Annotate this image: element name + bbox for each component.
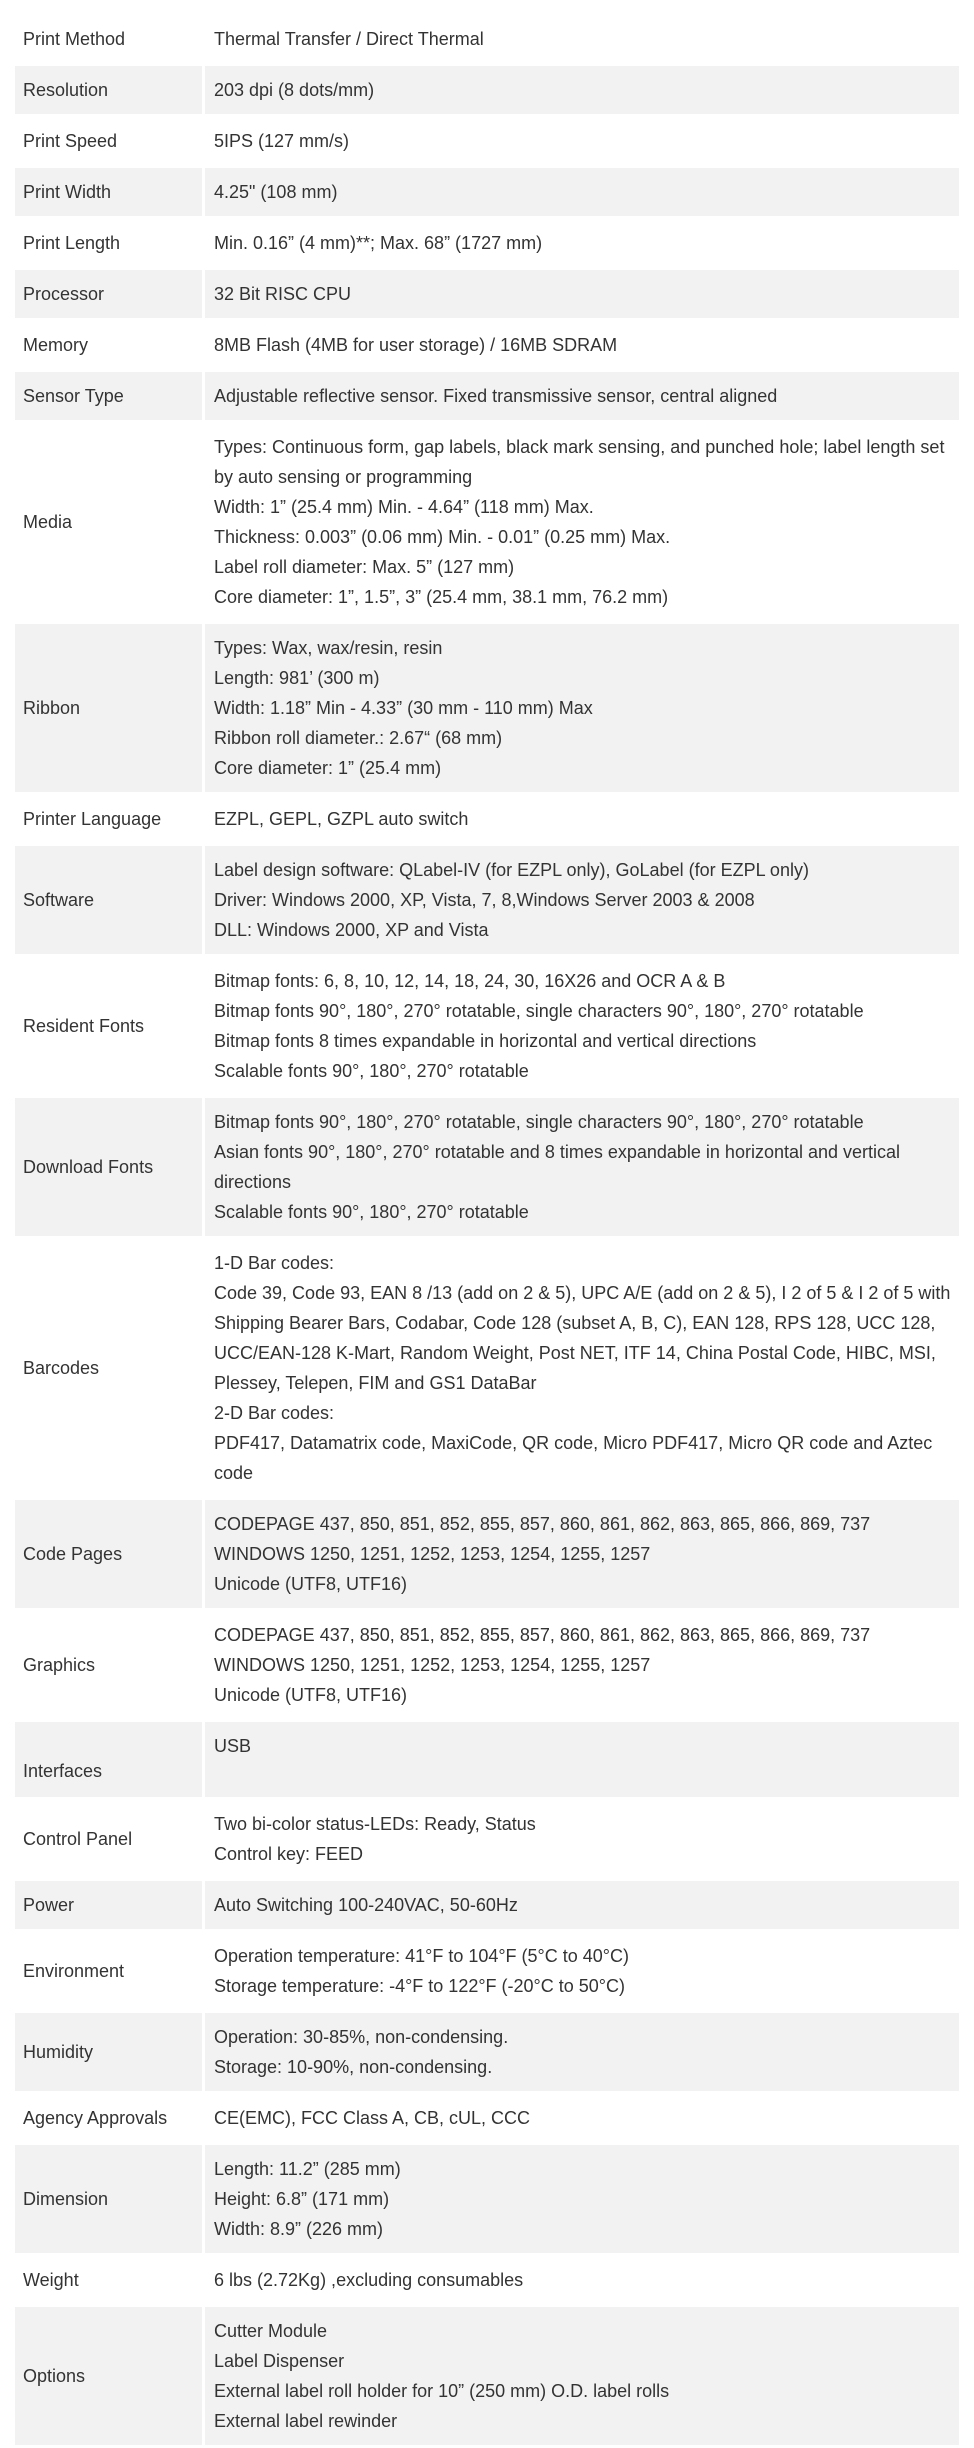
spec-label: Print Method bbox=[15, 15, 205, 63]
spec-row-resolution bbox=[15, 66, 959, 114]
spec-row-software bbox=[15, 846, 959, 954]
spec-label: Resolution bbox=[15, 66, 205, 114]
spec-value-line: Storage temperature: -4°F to 122°F (-20°C to 50°C) bbox=[214, 1976, 625, 1996]
spec-row-weight bbox=[15, 2256, 959, 2304]
spec-value bbox=[205, 846, 959, 954]
spec-value-line: Cutter Module bbox=[214, 2321, 328, 2341]
spec-row-print-method bbox=[15, 15, 959, 63]
spec-value bbox=[205, 795, 959, 843]
spec-value-line: Scalable fonts 90°, 180°, 270° rotatable bbox=[214, 1061, 529, 1081]
spec-value bbox=[205, 270, 959, 318]
spec-value-line: Height: 6.8” (171 mm) bbox=[214, 2189, 390, 2209]
spec-value-line: Code 39, Code 93, EAN 8 /13 (add on 2 & 5), UPC A/E (add on 2 & 5), I 2 of 5 & I 2 of 5 with Shipping Bearer Bars, Codabar, Code 128 (subset A, B, C), EAN 128, RPS 128, UCC 128, UCC/EAN-128 K-Mart, Random Weight, Post NET, ITF 14, China Postal Code, HIBC, MSI, Plessey, Telepen, FIM and GS1 DataBar bbox=[214, 1283, 951, 1393]
spec-label: Download Fonts bbox=[15, 1098, 205, 1236]
spec-value-line: Bitmap fonts 8 times expandable in horizontal and vertical directions bbox=[214, 1031, 757, 1051]
spec-value bbox=[205, 2307, 959, 2445]
spec-label: Barcodes bbox=[15, 1239, 205, 1497]
spec-label: Power bbox=[15, 1881, 205, 1929]
spec-label: Interfaces bbox=[15, 1722, 205, 1797]
spec-label: Resident Fonts bbox=[15, 957, 205, 1095]
spec-value-line: Scalable fonts 90°, 180°, 270° rotatable bbox=[214, 1202, 529, 1222]
spec-value bbox=[205, 1500, 959, 1608]
spec-value bbox=[205, 66, 959, 114]
spec-value-line: CODEPAGE 437, 850, 851, 852, 855, 857, 860, 861, 862, 863, 865, 866, 869, 737 bbox=[214, 1625, 871, 1645]
spec-value-line: Auto Switching 100-240VAC, 50-60Hz bbox=[214, 1895, 518, 1915]
spec-label: Code Pages bbox=[15, 1500, 205, 1608]
spec-row-agency-approvals bbox=[15, 2094, 959, 2142]
spec-value bbox=[205, 15, 959, 63]
spec-value bbox=[205, 423, 959, 621]
spec-value bbox=[205, 2256, 959, 2304]
spec-row-download-fonts bbox=[15, 1098, 959, 1236]
spec-row-graphics bbox=[15, 1611, 959, 1719]
spec-label: Memory bbox=[15, 321, 205, 369]
spec-row-print-speed bbox=[15, 117, 959, 165]
spec-label: Sensor Type bbox=[15, 372, 205, 420]
spec-value bbox=[205, 372, 959, 420]
spec-label: Graphics bbox=[15, 1611, 205, 1719]
spec-value-line: 32 Bit RISC CPU bbox=[214, 284, 352, 304]
spec-value-line: Width: 1” (25.4 mm) Min. - 4.64” (118 mm) Max. bbox=[214, 497, 594, 517]
spec-value bbox=[205, 1800, 959, 1878]
spec-label: Print Speed bbox=[15, 117, 205, 165]
spec-value-line: Label Dispenser bbox=[214, 2351, 345, 2371]
spec-label: Ribbon bbox=[15, 624, 205, 792]
spec-label: Dimension bbox=[15, 2145, 205, 2253]
spec-value-line: External label rewinder bbox=[214, 2411, 398, 2431]
spec-value bbox=[205, 2145, 959, 2253]
spec-value-line: CE(EMC), FCC Class A, CB, cUL, CCC bbox=[214, 2108, 531, 2128]
spec-table bbox=[15, 12, 959, 2448]
spec-value-line: Core diameter: 1”, 1.5”, 3” (25.4 mm, 38.1 mm, 76.2 mm) bbox=[214, 587, 669, 607]
spec-row-interfaces bbox=[15, 1722, 959, 1797]
spec-value bbox=[205, 624, 959, 792]
spec-label: Agency Approvals bbox=[15, 2094, 205, 2142]
spec-value-line: PDF417, Datamatrix code, MaxiCode, QR code, Micro PDF417, Micro QR code and Aztec code bbox=[214, 1433, 933, 1483]
spec-row-dimension bbox=[15, 2145, 959, 2253]
spec-value-line: Thickness: 0.003” (0.06 mm) Min. - 0.01” (0.25 mm) Max. bbox=[214, 527, 671, 547]
spec-value-line: WINDOWS 1250, 1251, 1252, 1253, 1254, 1255, 1257 bbox=[214, 1544, 651, 1564]
spec-row-code-pages bbox=[15, 1500, 959, 1608]
spec-value-line: 1-D Bar codes: bbox=[214, 1253, 335, 1273]
spec-value bbox=[205, 2013, 959, 2091]
spec-value bbox=[205, 2094, 959, 2142]
spec-row-resident-fonts bbox=[15, 957, 959, 1095]
spec-row-printer-language bbox=[15, 795, 959, 843]
spec-label: Printer Language bbox=[15, 795, 205, 843]
spec-value-line: Types: Wax, wax/resin, resin bbox=[214, 638, 443, 658]
spec-value-line: Width: 1.18” Min - 4.33” (30 mm - 110 mm) Max bbox=[214, 698, 593, 718]
spec-row-environment bbox=[15, 1932, 959, 2010]
spec-value bbox=[205, 1098, 959, 1236]
spec-value-line: 5IPS (127 mm/s) bbox=[214, 131, 350, 151]
spec-value-line: External label roll holder for 10” (250 mm) O.D. label rolls bbox=[214, 2381, 670, 2401]
spec-value bbox=[205, 1722, 959, 1797]
spec-value bbox=[205, 1239, 959, 1497]
spec-value-line: EZPL, GEPL, GZPL auto switch bbox=[214, 809, 469, 829]
spec-value-line: Control key: FEED bbox=[214, 1844, 364, 1864]
spec-row-processor bbox=[15, 270, 959, 318]
spec-value-line: Types: Continuous form, gap labels, black mark sensing, and punched hole; label length set by auto sensing or programming bbox=[214, 437, 945, 487]
spec-row-power bbox=[15, 1881, 959, 1929]
spec-value-line: Unicode (UTF8, UTF16) bbox=[214, 1574, 408, 1594]
spec-row-memory bbox=[15, 321, 959, 369]
spec-value bbox=[205, 117, 959, 165]
spec-label: Options bbox=[15, 2307, 205, 2445]
spec-row-barcodes bbox=[15, 1239, 959, 1497]
spec-value-line: Length: 11.2” (285 mm) bbox=[214, 2159, 401, 2179]
spec-value-line: WINDOWS 1250, 1251, 1252, 1253, 1254, 1255, 1257 bbox=[214, 1655, 651, 1675]
spec-row-ribbon bbox=[15, 624, 959, 792]
spec-value-line: Bitmap fonts 90°, 180°, 270° rotatable, single characters 90°, 180°, 270° rotatable bbox=[214, 1001, 864, 1021]
spec-value-line: Two bi-color status-LEDs: Ready, Status bbox=[214, 1814, 536, 1834]
spec-value bbox=[205, 1611, 959, 1719]
spec-value-line: Min. 0.16” (4 mm)**; Max. 68” (1727 mm) bbox=[214, 233, 543, 253]
spec-value-line: CODEPAGE 437, 850, 851, 852, 855, 857, 860, 861, 862, 863, 865, 866, 869, 737 bbox=[214, 1514, 871, 1534]
spec-value-line: Operation temperature: 41°F to 104°F (5°C to 40°C) bbox=[214, 1946, 629, 1966]
spec-value-line: Unicode (UTF8, UTF16) bbox=[214, 1685, 408, 1705]
spec-value-line: Ribbon roll diameter.: 2.67“ (68 mm) bbox=[214, 728, 503, 748]
spec-label: Print Width bbox=[15, 168, 205, 216]
spec-value-line: 4.25" (108 mm) bbox=[214, 182, 338, 202]
spec-table-body bbox=[15, 15, 959, 2445]
spec-label: Control Panel bbox=[15, 1800, 205, 1878]
spec-row-media bbox=[15, 423, 959, 621]
spec-value-line: 203 dpi (8 dots/mm) bbox=[214, 80, 375, 100]
spec-row-print-length bbox=[15, 219, 959, 267]
spec-value-line: 6 lbs (2.72Kg) ,excluding consumables bbox=[214, 2270, 524, 2290]
spec-value bbox=[205, 321, 959, 369]
spec-row-humidity bbox=[15, 2013, 959, 2091]
spec-label: Environment bbox=[15, 1932, 205, 2010]
spec-label: Software bbox=[15, 846, 205, 954]
spec-value-line: 8MB Flash (4MB for user storage) / 16MB SDRAM bbox=[214, 335, 618, 355]
spec-value-line: Driver: Windows 2000, XP, Vista, 7, 8,Windows Server 2003 & 2008 bbox=[214, 890, 755, 910]
spec-value-line: Adjustable reflective sensor. Fixed transmissive sensor, central aligned bbox=[214, 386, 778, 406]
spec-value-line: Bitmap fonts 90°, 180°, 270° rotatable, single characters 90°, 180°, 270° rotatable bbox=[214, 1112, 864, 1132]
spec-label: Media bbox=[15, 423, 205, 621]
spec-value-line: Length: 981’ (300 m) bbox=[214, 668, 380, 688]
spec-value-line: Asian fonts 90°, 180°, 270° rotatable and 8 times expandable in horizontal and vertical directions bbox=[214, 1142, 901, 1192]
spec-value-line: Width: 8.9” (226 mm) bbox=[214, 2219, 384, 2239]
spec-value bbox=[205, 1881, 959, 1929]
spec-row-print-width bbox=[15, 168, 959, 216]
spec-row-sensor-type bbox=[15, 372, 959, 420]
spec-label: Print Length bbox=[15, 219, 205, 267]
spec-value-line: 2-D Bar codes: bbox=[214, 1403, 335, 1423]
spec-value bbox=[205, 168, 959, 216]
spec-row-options bbox=[15, 2307, 959, 2445]
spec-value bbox=[205, 1932, 959, 2010]
spec-value-line: Storage: 10-90%, non-condensing. bbox=[214, 2057, 493, 2077]
spec-value-line: DLL: Windows 2000, XP and Vista bbox=[214, 920, 489, 940]
spec-row-control-panel bbox=[15, 1800, 959, 1878]
spec-label: Weight bbox=[15, 2256, 205, 2304]
spec-value-line: Thermal Transfer / Direct Thermal bbox=[214, 29, 484, 49]
spec-value-line: Label roll diameter: Max. 5” (127 mm) bbox=[214, 557, 515, 577]
spec-label: Humidity bbox=[15, 2013, 205, 2091]
spec-value bbox=[205, 957, 959, 1095]
spec-value-line: Core diameter: 1” (25.4 mm) bbox=[214, 758, 442, 778]
spec-value-line: USB bbox=[214, 1736, 252, 1756]
spec-value bbox=[205, 219, 959, 267]
spec-label: Processor bbox=[15, 270, 205, 318]
spec-value-line: Bitmap fonts: 6, 8, 10, 12, 14, 18, 24, 30, 16X26 and OCR A & B bbox=[214, 971, 726, 991]
spec-value-line: Label design software: QLabel-IV (for EZPL only), GoLabel (for EZPL only) bbox=[214, 860, 809, 880]
spec-value-line: Operation: 30-85%, non-condensing. bbox=[214, 2027, 509, 2047]
